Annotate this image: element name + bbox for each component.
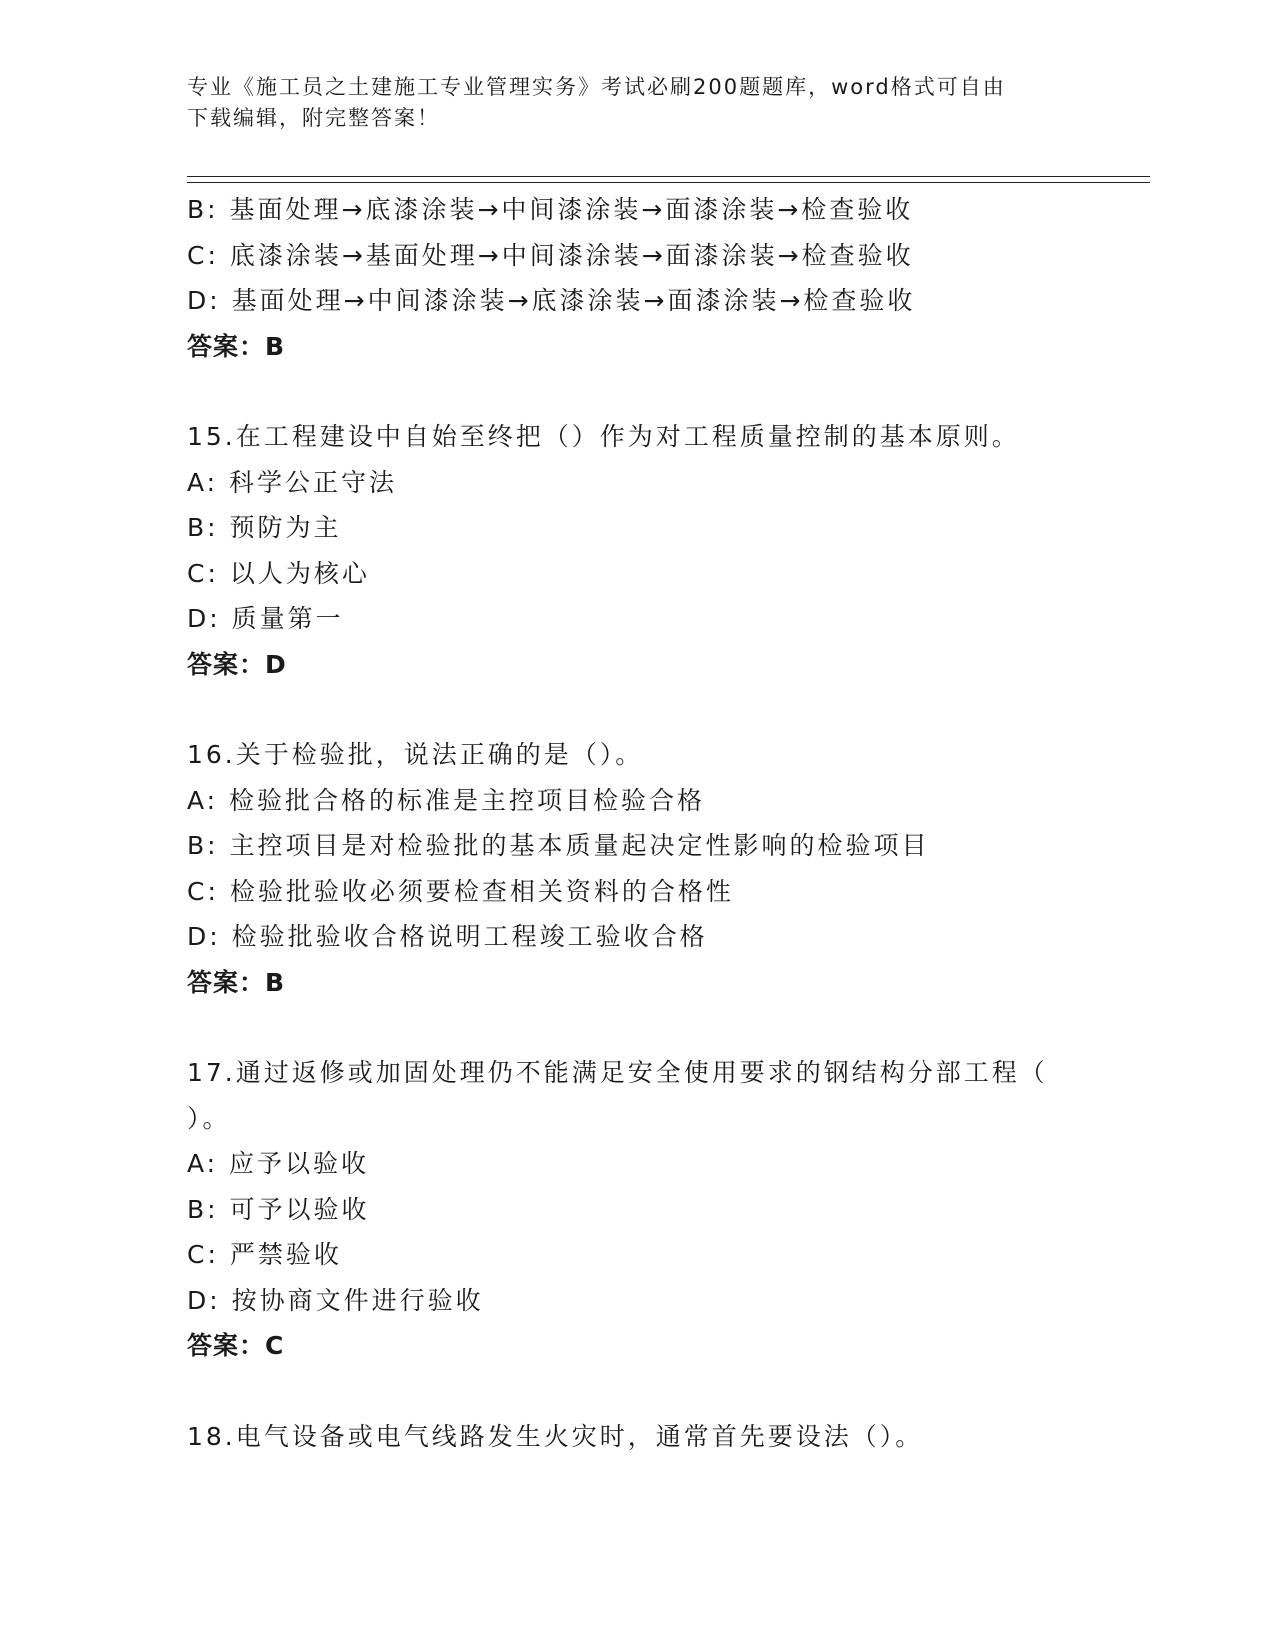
document-header <box>187 72 1087 134</box>
header-rule-top <box>187 176 1150 177</box>
answer: 答案：B <box>187 331 286 361</box>
question-stem: 18.电气设备或电气线路发生火灾时，通常首先要设法（）。 <box>187 1421 924 1451</box>
option-b: B: 基面处理→底漆涂装→中间漆涂装→面漆涂装→检查验收 <box>187 195 914 224</box>
question-stem-line-1: 17.通过返修或加固处理仍不能满足安全使用要求的钢结构分部工程（ <box>187 1058 1048 1087</box>
option-b: B: 预防为主 <box>187 513 342 542</box>
header-line-1: 专业《施工员之土建施工专业管理实务》考试必刷200题题库，word格式可自由 <box>187 75 1006 99</box>
question-17 <box>187 1050 1147 1369</box>
option-c: C: 以人为核心 <box>187 558 370 588</box>
option-d: D: 质量第一 <box>187 604 344 633</box>
option-a: A: 检验批合格的标准是主控项目检验合格 <box>187 785 706 815</box>
option-c: C: 检验批验收必须要检查相关资料的合格性 <box>187 876 734 906</box>
spacer <box>187 1005 1147 1050</box>
question-16 <box>187 732 1147 1005</box>
question-stem: 15.在工程建设中自始至终把（）作为对工程质量控制的基本原则。 <box>187 422 1020 451</box>
answer: 答案：C <box>187 1331 285 1360</box>
option-d: D: 基面处理→中间漆涂装→底漆涂装→面漆涂装→检查验收 <box>187 286 916 315</box>
option-c: C: 底漆涂装→基面处理→中间漆涂装→面漆涂装→检查验收 <box>187 240 914 270</box>
option-c: C: 严禁验收 <box>187 1240 342 1269</box>
question-15 <box>187 414 1147 687</box>
option-a: A: 科学公正守法 <box>187 467 398 497</box>
option-d: D: 按协商文件进行验收 <box>187 1285 484 1315</box>
answer: 答案：D <box>187 649 287 679</box>
header-line-2: 下载编辑，附完整答案！ <box>187 106 440 130</box>
spacer <box>187 369 1147 414</box>
question-stem: 16.关于检验批，说法正确的是（）。 <box>187 740 644 769</box>
question-18 <box>187 1414 1147 1460</box>
option-b: B: 主控项目是对检验批的基本质量起决定性影响的检验项目 <box>187 831 930 860</box>
question-content <box>187 187 1147 1459</box>
answer: 答案：B <box>187 967 286 997</box>
spacer <box>187 1369 1147 1414</box>
question-14-tail <box>187 187 1147 369</box>
question-stem-line-2: ）。 <box>187 1103 231 1133</box>
option-a: A: 应予以验收 <box>187 1149 370 1178</box>
header-rule-bottom <box>187 182 1150 183</box>
option-d: D: 检验批验收合格说明工程竣工验收合格 <box>187 922 708 951</box>
option-b: B: 可予以验收 <box>187 1194 370 1224</box>
spacer <box>187 687 1147 732</box>
